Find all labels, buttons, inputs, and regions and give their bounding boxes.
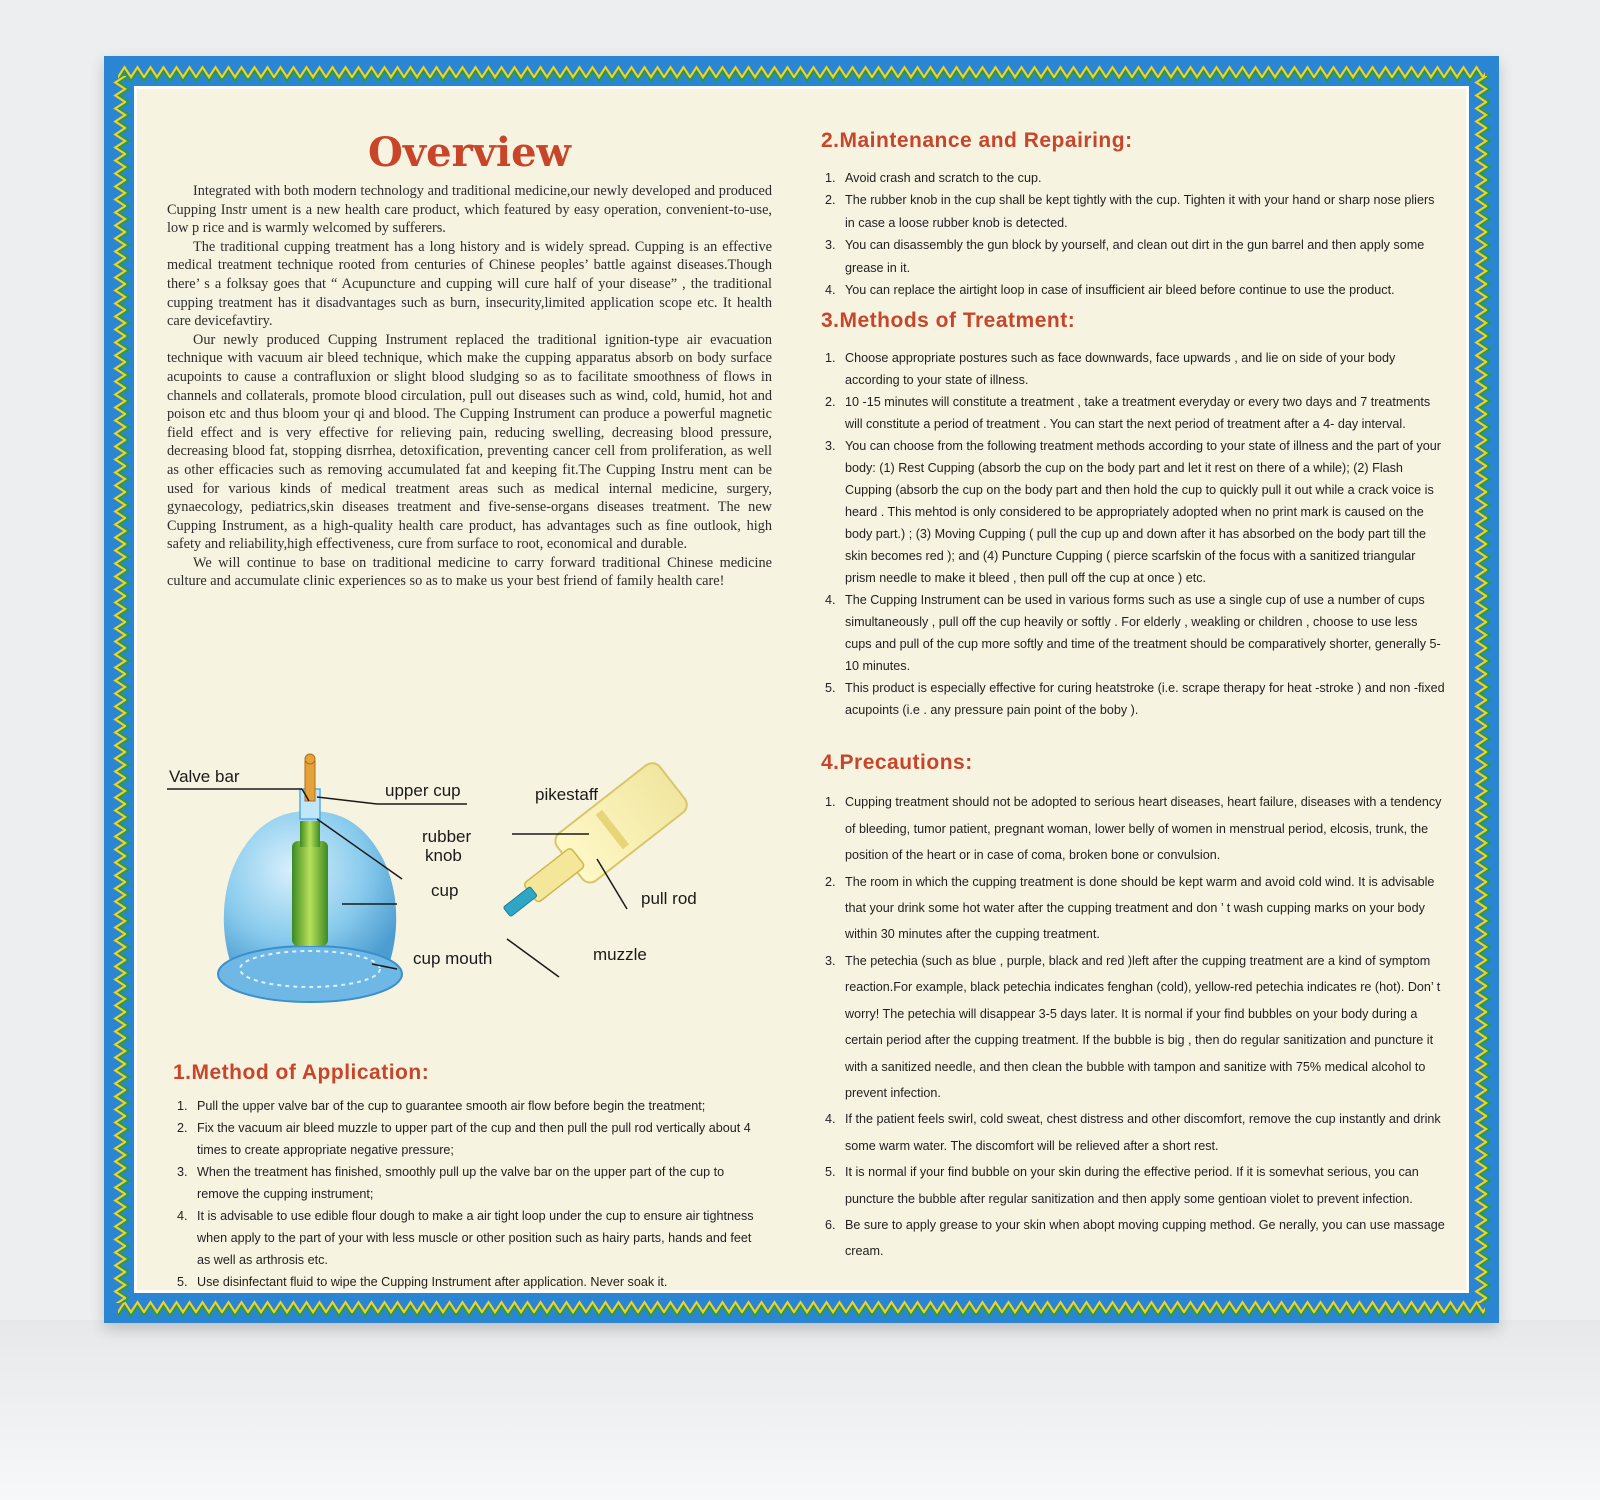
precautions-section: [821, 751, 1446, 1264]
paper-panel: [134, 86, 1469, 1293]
right-border-pattern: [1471, 76, 1493, 1303]
methods-list: [821, 347, 1446, 721]
application-section: [173, 1061, 763, 1293]
precautions-list: [821, 789, 1446, 1264]
list-item: 5. It is normal if your find bubble on your skin during the effective period. If it is somevhat serious, you can puncture the bubble after regular sanitization and then apply some gentioan violet to prevent infection.: [825, 1165, 1419, 1206]
maintenance-heading: 2.Maintenance and Repairing:: [821, 129, 1133, 152]
list-item: 3. When the treatment has finished, smoothly pull up the valve bar on the upper part of the cup to remove the cupping instrument;: [177, 1165, 725, 1201]
rubber-knob-shape: [292, 841, 328, 946]
application-list: [173, 1095, 763, 1293]
instruction-sheet: [104, 56, 1499, 1323]
label-knob: knob: [425, 846, 462, 865]
list-item: 3. The petechia (such as blue , purple, black and red )left after the cupping treatment are a kind of symptom reaction.For example, black petechia indicates fenghan (cold), yellow-red petechia indicates re (hot). Don’ t worry! The petechia will disappear 3-5 days later. It is normal if your find bubbles on your body during a certain period after the cupping treatment. If the bubble is big , then do regular sanitization and puncture it with a sanitized needle, and then clean the bubble with tampon and sanitize with 75% medical alcohol to prevent infection.: [825, 953, 1441, 1100]
label-rubber: rubber: [422, 827, 472, 846]
bottom-border-pattern: [118, 1297, 1485, 1319]
precautions-heading: 4.Precautions:: [821, 751, 973, 775]
overview-paragraph: The traditional cupping treatment has a long history and is widely spread. Cupping is an effective medical treatment technique rooted from centuries of Chinese peoples’ battle against diseases.Though there’ s a folksay goes that “ Acupuncture and cupping will cure half of your disease” , the traditional cupping treatment has it disadvantages such as burn, insecurity,limited application scope etc. It health care devicefavtiry.: [167, 238, 772, 330]
background-surface: [0, 1320, 1600, 1500]
list-item: 4. The Cupping Instrument can be used in various forms such as use a single cup of use a number of cups simultaneously , pull off the cup heavily or softly . For elderly , weakling or children , choose to use less cups and pull of the cup more softly and time of the treatment should be comparatively shorter, generally 5-10 minutes.: [825, 593, 1441, 674]
right-column: [821, 129, 1446, 1265]
list-item: 1. Cupping treatment should not be adopted to serious heart diseases, heart failure, diseases with a tendency of bleeding, tumor patient, pregnant woman, lower belly of women in menstrual period, elcosis, trunk, the position of the heart or in case of coma, broken bone or convulsion.: [825, 795, 1442, 863]
list-item: 1. Avoid crash and scratch to the cup.: [825, 171, 1042, 185]
list-item: 6. Be sure to apply grease to your skin when abopt moving cupping method. Ge nerally, you can use massage cream.: [825, 1217, 1445, 1259]
left-border-pattern: [110, 76, 132, 1303]
label-valve-bar: Valve bar: [169, 767, 240, 786]
cupping-diagram: [167, 749, 727, 1009]
list-item: 4. If the patient feels swirl, cold sweat, chest distress and other discomfort, remove the cup instantly and drink some warm water. The discomfort will be relieved after a short rest.: [825, 1112, 1441, 1153]
maintenance-section: [821, 129, 1446, 301]
list-item: 3. You can choose from the following treatment methods according to your state of illness and the part of your body: (1) Rest Cupping (absorb the cup on the body part and let it rest on there of a while); (2) Flash Cupping (absorb the cup on the body part and then hold the cup to quickly pull it out while a crack voice is heard . This mehtod is only considered to be appropriately adopted when no print mark is caused on the body part.) ; (3) Moving Cupping ( pull the cup up and down after it has absorbed on the body part till the skin becomes red ); and (4) Puncture Cupping ( pierce scarfskin of the focus with a sanitized triangular prism needle to make it bleed , then pull off the cup at once ) etc.: [825, 439, 1441, 586]
application-heading: 1.Method of Application:: [173, 1061, 430, 1084]
list-item: 2. The room in which the cupping treatment is done should be kept warm and avoid cold wind. It is advisable that your drink some hot water after the cupping treatment and don ’ t wash cupping marks on your body within 30 minutes after the cupping treatment.: [825, 874, 1435, 942]
label-upper-cup: upper cup: [385, 781, 461, 800]
list-item: 2. 10 -15 minutes will constitute a treatment , take a treatment everyday or every two days and 7 treatments will constitute a period of treatment . You can start the next period of treatment after a 4- day interval.: [825, 395, 1431, 432]
list-item: 4. You can replace the airtight loop in case of insufficient air bleed before continue to use the product.: [825, 283, 1395, 298]
overview-text: [167, 182, 772, 591]
list-item: 5. This product is especially effective for curing heatstroke (i.e. scrape therapy for heat -stroke ) and non -fixed acupoints (i.e . any pressure pain point of the boby ).: [825, 681, 1445, 718]
cup-mouth-shape: [218, 946, 402, 1002]
list-item: 3. You can disassembly the gun block by yourself, and clean out dirt in the gun barrel and then apply some grease in it.: [825, 238, 1425, 275]
list-item: 1. Choose appropriate postures such as face downwards, face upwards , and lie on side of your body according to your state of illness.: [825, 351, 1396, 388]
maintenance-list: [821, 167, 1446, 301]
label-pikestaff: pikestaff: [535, 785, 599, 804]
list-item: 1. Pull the upper valve bar of the cup to guarantee smooth air flow before begin the treatment;: [177, 1099, 706, 1113]
left-column: [167, 129, 772, 591]
overview-paragraph: Our newly produced Cupping Instrument replaced the traditional ignition-type air evacuation technique with vacuum air bleed technique, which make the cupping apparatus absorb on body surface acupoints to cause a contrafluxion or slight blood sludging so as to facilitate smoothness of flows in channels and collaterals, promote blood circulation, pull out diseases such as wind, cold, humid, hot and poison etc and thus bloom your qi and blood. The Cupping Instrument can produce a powerful magnetic field effect and is very effective for relieving pain, reducing swelling, decreasing blood pressure, decreasing blood fat, stopping disrrhea, detoxification, preventing cancer cell from proliferation, as well as other efficacies such as removing accumulated fat and keeping fit.The Cupping Instru ment can be used for various kinds of medical treatment areas such as medical internal medicine, surgery, gynaecology, pediatrics,skin diseases treatment and five-sense-organs diseases treatment. The new Cupping Instrument, as a high-quality health care product, has advantages such as fine outlook, high safety and reliability,high effectiveness, cure from surface to root, economical and durable.: [167, 331, 772, 553]
top-border-pattern: [118, 62, 1485, 84]
label-muzzle: muzzle: [593, 945, 647, 964]
list-item: 5. Use disinfectant fluid to wipe the Cupping Instrument after application. Never soak it.: [177, 1275, 668, 1289]
list-item: 4. It is advisable to use edible flour dough to make a air tight loop under the cup to ensure air tightness when apply to the part of your with less muscle or other position such as hairy parts, hands and feet as well as arthrosis etc.: [177, 1209, 754, 1267]
label-cup: cup: [431, 881, 459, 900]
label-pull-rod: pull rod: [641, 889, 697, 908]
list-item: 2. Fix the vacuum air bleed muzzle to upper part of the cup and then pull the pull rod vertically about 4 times to create appropriate negative pressure;: [177, 1121, 751, 1157]
valve-bar-shape: [305, 761, 315, 801]
methods-heading: 3.Methods of Treatment:: [821, 309, 1076, 333]
label-cup-mouth: cup mouth: [413, 949, 493, 968]
list-item: 2. The rubber knob in the cup shall be kept tightly with the cup. Tighten it with your hand or sharp nose pliers in case a loose rubber knob is detected.: [825, 193, 1435, 230]
overview-paragraph: We will continue to base on traditional medicine to carry forward traditional Chinese medicine culture and accumulate clinic experiences so as to make us your best friend of family health care!: [167, 554, 772, 590]
overview-paragraph: Integrated with both modern technology and traditional medicine,our newly developed and produced Cupping Instr ument is a new health care product, which featured by easy operation, convenient-to-use, low p rice and is warmly welcomed by sufferers.: [167, 183, 772, 237]
overview-title: Overview: [368, 129, 571, 176]
methods-section: [821, 309, 1446, 721]
